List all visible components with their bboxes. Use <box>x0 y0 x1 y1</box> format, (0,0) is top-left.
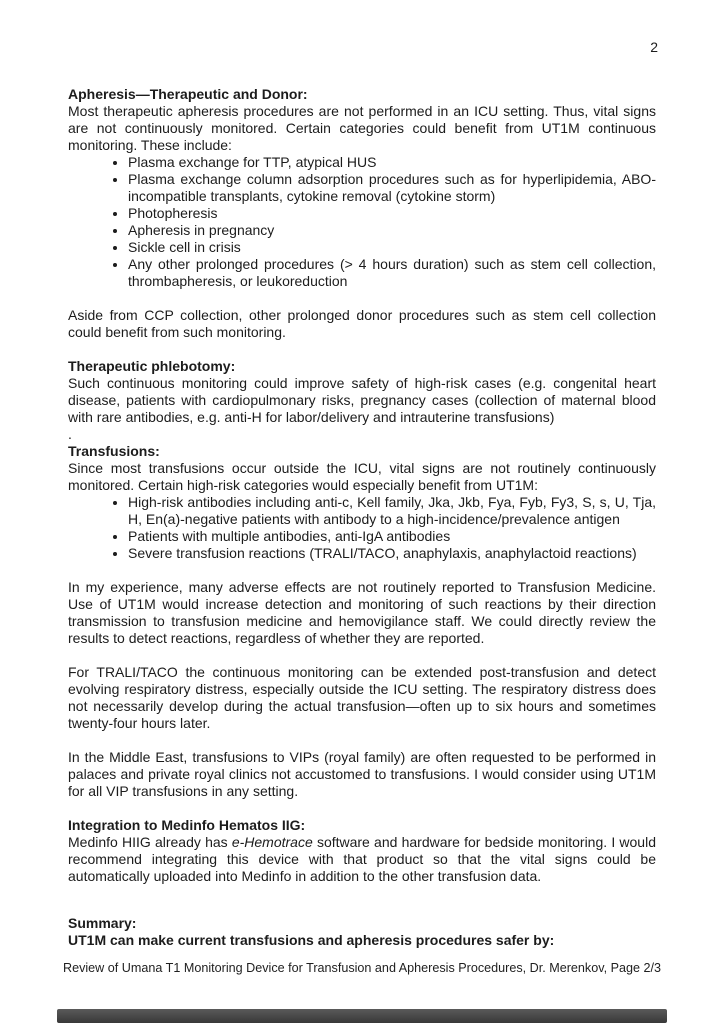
paragraph-trali-taco: For TRALI/TACO the continuous monitoring can be extended post-transfusion and detect evolving respiratory distress, especially outside the ICU setting. The respiratory distress does not necessarily develop during the actual transfusion—often up to six hours and sometimes twenty-four hours later. <box>68 664 656 731</box>
product-name-italic: e-Hemotrace <box>231 834 313 850</box>
integration-text-before: Medinfo HIIG already has <box>68 834 232 850</box>
document-content <box>68 86 656 949</box>
list-item: • Photopheresis <box>128 205 656 222</box>
bullet-list-transfusions <box>68 494 656 562</box>
paragraph-ccp: Aside from CCP collection, other prolonged donor procedures such as stem cell collection could benefit from such monitoring. <box>68 307 656 340</box>
paragraph-integration <box>68 834 656 885</box>
page-number: 2 <box>650 39 658 55</box>
list-item: • High-risk antibodies including anti-c, Kell family, Jka, Jkb, Fya, Fyb, Fy3, S, s, U, Tja, H, En(a)-negative patients with antibody to a high-incidence/prevalence antigen <box>128 494 656 528</box>
list-item: • Severe transfusion reactions (TRALI/TACO, anaphylaxis, anaphylactoid reactions) <box>128 545 656 562</box>
list-item: • Plasma exchange column adsorption procedures such as for hyperlipidemia, ABO-incompatible transplants, cytokine removal (cytokine storm) <box>128 171 656 205</box>
list-item: • Any other prolonged procedures (> 4 hours duration) such as stem cell collection, thrombapheresis, or leukoreduction <box>128 256 656 290</box>
heading-apheresis: Apheresis—Therapeutic and Donor: <box>68 86 308 102</box>
heading-summary: Summary: <box>68 915 137 931</box>
stray-period: . <box>68 426 72 442</box>
paragraph-transfusions-intro: Since most transfusions occur outside the ICU, vital signs are not routinely continuously monitored. Certain high-risk categories would especially benefit from UT1M: <box>68 460 656 493</box>
list-item: • Patients with multiple antibodies, anti-IgA antibodies <box>128 528 656 545</box>
paragraph-phlebotomy: Such continuous monitoring could improve safety of high-risk cases (e.g. congenital heart disease, patients with cardiopulmonary risks, pregnancy cases (collection of maternal blood with rare antibodies, e.g. anti-H for labor/delivery and intrauterine transfusions) <box>68 375 656 425</box>
heading-phlebotomy: Therapeutic phlebotomy: <box>68 358 236 374</box>
heading-transfusions: Transfusions: <box>68 443 160 459</box>
integration-text-after: software and hardware for bedside monitoring. I would recommend integrating this device with that product so that the vital signs could be automatically uploaded into Medinfo in addition to the other transfusion data. <box>68 834 656 884</box>
bullet-list-apheresis <box>68 154 656 290</box>
paragraph-apheresis-intro: Most therapeutic apheresis procedures are not performed in an ICU setting. Thus, vital signs are not continuously monitored. Certain categories could benefit from UT1M continuous monitoring. These include: <box>68 103 656 153</box>
page-footer: Review of Umana T1 Monitoring Device for Transfusion and Apheresis Procedures, Dr. Merenkov, Page 2/3 <box>62 961 662 975</box>
list-item: • Sickle cell in crisis <box>128 239 656 256</box>
list-item: • Apheresis in pregnancy <box>128 222 656 239</box>
summary-lead-line: UT1M can make current transfusions and apheresis procedures safer by: <box>68 932 555 948</box>
heading-integration: Integration to Medinfo Hematos IIG: <box>68 817 306 833</box>
bottom-shadow-bar <box>57 1009 667 1023</box>
paragraph-middle-east: In the Middle East, transfusions to VIPs (royal family) are often requested to be performed in palaces and private royal clinics not accustomed to transfusions. I would consider using UT1M for all VIP transfusions in any setting. <box>68 749 656 799</box>
paragraph-experience: In my experience, many adverse effects are not routinely reported to Transfusion Medicine. Use of UT1M would increase detection and monitoring of such reactions by their direction transmission to transfusion medicine and hemovigilance staff. We could directly review the results to detect reactions, regardless of whether they are reported. <box>68 579 656 646</box>
list-item: • Plasma exchange for TTP, atypical HUS <box>128 154 656 171</box>
